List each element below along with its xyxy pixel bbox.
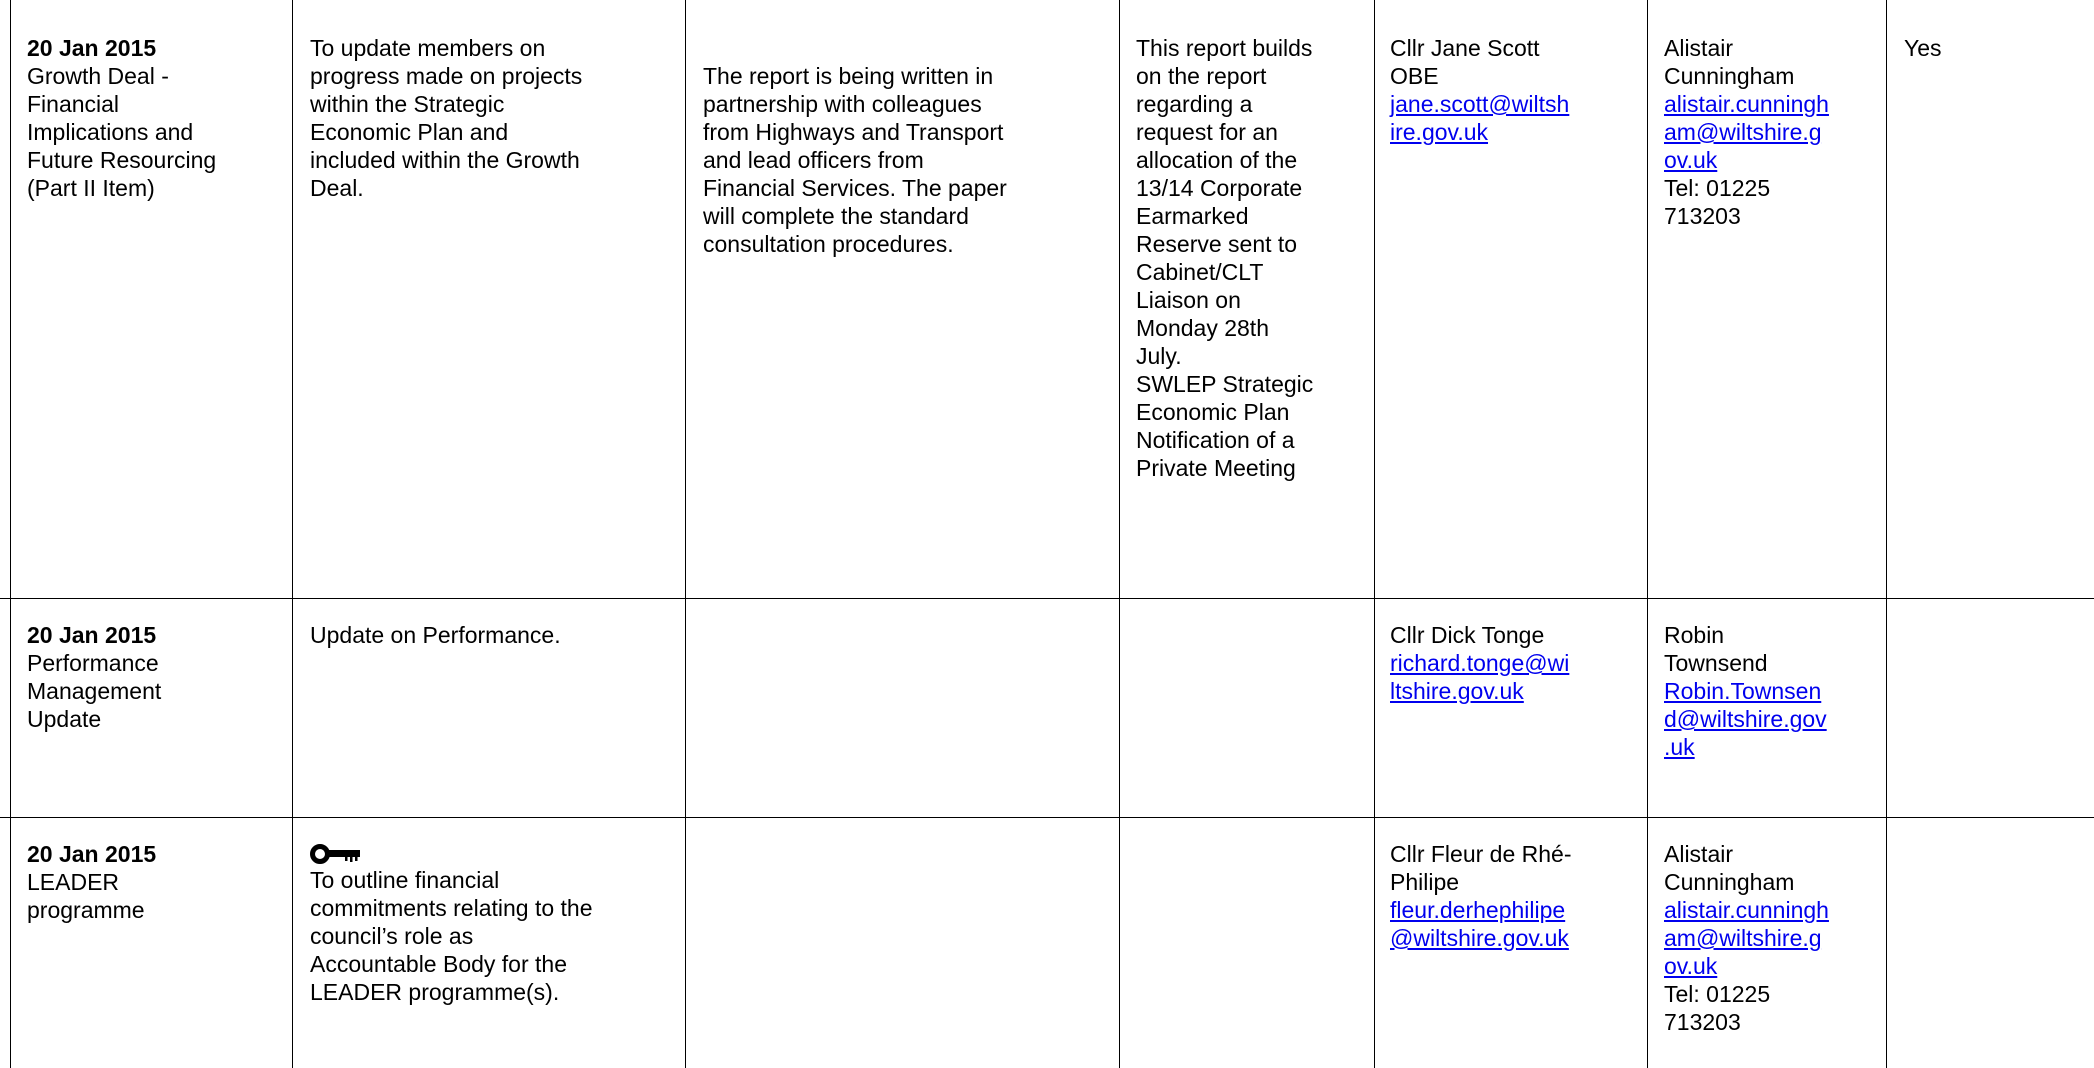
officer-name-line: Townsend (1664, 650, 1768, 676)
purpose-line: LEADER programme(s). (310, 979, 560, 1005)
officer-name-line: Robin (1664, 622, 1725, 648)
column-divider (1886, 0, 1887, 1068)
purpose-line: Economic Plan and (310, 119, 509, 145)
member-email-link[interactable]: ltshire.gov.uk (1390, 678, 1524, 704)
purpose-line: progress made on projects (310, 63, 583, 89)
background-line: on the report (1136, 63, 1267, 89)
decision-date: 20 Jan 2015 (27, 622, 157, 648)
officer-name-line: Cunningham (1664, 869, 1795, 895)
background-line: Reserve sent to (1136, 231, 1298, 257)
background-line: regarding a (1136, 91, 1253, 117)
member-name-line: Philipe (1390, 869, 1460, 895)
decision-date: 20 Jan 2015 (27, 841, 157, 867)
purpose-line: commitments relating to the (310, 895, 593, 921)
member-name-line: Cllr Dick Tonge (1390, 622, 1545, 648)
member-name-line: Cllr Fleur de Rhé- (1390, 841, 1572, 867)
officer-email-link[interactable]: d@wiltshire.gov (1664, 706, 1827, 732)
decision-title-line: (Part II Item) (27, 175, 155, 201)
officer-tel-line: Tel: 01225 (1664, 981, 1771, 1007)
officer-email-link[interactable]: alistair.cunningh (1664, 91, 1829, 117)
background-line: request for an (1136, 119, 1278, 145)
decision-title-line: Performance (27, 650, 159, 676)
table-border (10, 0, 11, 1068)
consultation-line: partnership with colleagues (703, 91, 982, 117)
officer-email-link[interactable]: Robin.Townsen (1664, 678, 1822, 704)
officer-tel-line: 713203 (1664, 203, 1741, 229)
table-cell-lead-officer (1664, 621, 1884, 761)
officer-tel-line: Tel: 01225 (1664, 175, 1771, 201)
officer-tel-line: 713203 (1664, 1009, 1741, 1035)
purpose-line: within the Strategic (310, 91, 505, 117)
table-cell-purpose (310, 34, 680, 202)
consultation-line: will complete the standard (703, 203, 969, 229)
purpose-line: Update on Performance. (310, 622, 561, 648)
background-line: Cabinet/CLT (1136, 259, 1264, 285)
background-line: Economic Plan (1136, 399, 1290, 425)
decision-title-line: programme (27, 897, 145, 923)
background-line: Earmarked (1136, 203, 1249, 229)
officer-email-link[interactable]: alistair.cunningh (1664, 897, 1829, 923)
member-email-link[interactable]: richard.tonge@wi (1390, 650, 1570, 676)
table-cell-private (1904, 34, 2084, 62)
table-cell-lead-officer (1664, 840, 1884, 1036)
table-cell-purpose (310, 621, 680, 649)
table-cell-purpose (310, 840, 680, 1006)
table-cell-date-title (27, 34, 289, 202)
decision-title-line: LEADER (27, 869, 120, 895)
purpose-line: To update members on (310, 35, 546, 61)
officer-email-link[interactable]: ov.uk (1664, 147, 1718, 173)
table-cell-date-title (27, 840, 289, 924)
consultation-line: consultation procedures. (703, 231, 954, 257)
decision-title-line: Management (27, 678, 162, 704)
table-cell-background (1136, 34, 1371, 482)
decision-title-line: Implications and (27, 119, 194, 145)
member-email-link[interactable]: fleur.derhephilipe (1390, 897, 1566, 923)
member-name-line: OBE (1390, 63, 1439, 89)
table-cell-consultation (703, 62, 1113, 258)
background-line: allocation of the (1136, 147, 1298, 173)
background-line: Liaison on (1136, 287, 1241, 313)
officer-name-line: Alistair (1664, 841, 1734, 867)
table-cell-lead-officer (1664, 34, 1884, 230)
officer-email-link[interactable]: ov.uk (1664, 953, 1718, 979)
decision-title-line: Financial (27, 91, 120, 117)
column-divider (1374, 0, 1375, 1068)
background-line: July. (1136, 343, 1182, 369)
column-divider (292, 0, 293, 1068)
column-divider (685, 0, 686, 1068)
consultation-line: The report is being written in (703, 63, 994, 89)
background-line: Notification of a (1136, 427, 1295, 453)
table-cell-cabinet-member (1390, 840, 1645, 952)
member-email-link[interactable]: ire.gov.uk (1390, 119, 1489, 145)
row-divider (0, 817, 2094, 818)
officer-name-line: Alistair (1664, 35, 1734, 61)
decision-date: 20 Jan 2015 (27, 35, 157, 61)
consultation-line: and lead officers from (703, 147, 924, 173)
table-cell-cabinet-member (1390, 34, 1645, 146)
column-divider (1647, 0, 1648, 1068)
member-name-line: Cllr Jane Scott (1390, 35, 1540, 61)
purpose-line: Accountable Body for the (310, 951, 567, 977)
background-line: Monday 28th (1136, 315, 1269, 341)
table-cell-cabinet-member (1390, 621, 1645, 705)
column-divider (1119, 0, 1120, 1068)
officer-name-line: Cunningham (1664, 63, 1795, 89)
consultation-line: Financial Services. The paper (703, 175, 1007, 201)
officer-email-link[interactable]: .uk (1664, 734, 1695, 760)
purpose-line: council’s role as (310, 923, 474, 949)
officer-email-link[interactable]: am@wiltshire.g (1664, 119, 1822, 145)
decision-title-line: Future Resourcing (27, 147, 217, 173)
decision-title-line: Update (27, 706, 102, 732)
member-email-link[interactable]: @wiltshire.gov.uk (1390, 925, 1569, 951)
background-line: This report builds (1136, 35, 1313, 61)
member-email-link[interactable]: jane.scott@wiltsh (1390, 91, 1570, 117)
decision-title-line: Growth Deal - (27, 63, 169, 89)
private-flag: Yes (1904, 35, 1942, 61)
background-line: SWLEP Strategic (1136, 371, 1314, 397)
officer-email-link[interactable]: am@wiltshire.g (1664, 925, 1822, 951)
background-line: 13/14 Corporate (1136, 175, 1303, 201)
background-line: Private Meeting (1136, 455, 1296, 481)
row-divider (0, 598, 2094, 599)
consultation-line: from Highways and Transport (703, 119, 1004, 145)
table-cell-date-title (27, 621, 289, 733)
purpose-line: included within the Growth (310, 147, 580, 173)
purpose-line: To outline financial (310, 867, 500, 893)
purpose-line: Deal. (310, 175, 364, 201)
key-icon (310, 844, 362, 864)
